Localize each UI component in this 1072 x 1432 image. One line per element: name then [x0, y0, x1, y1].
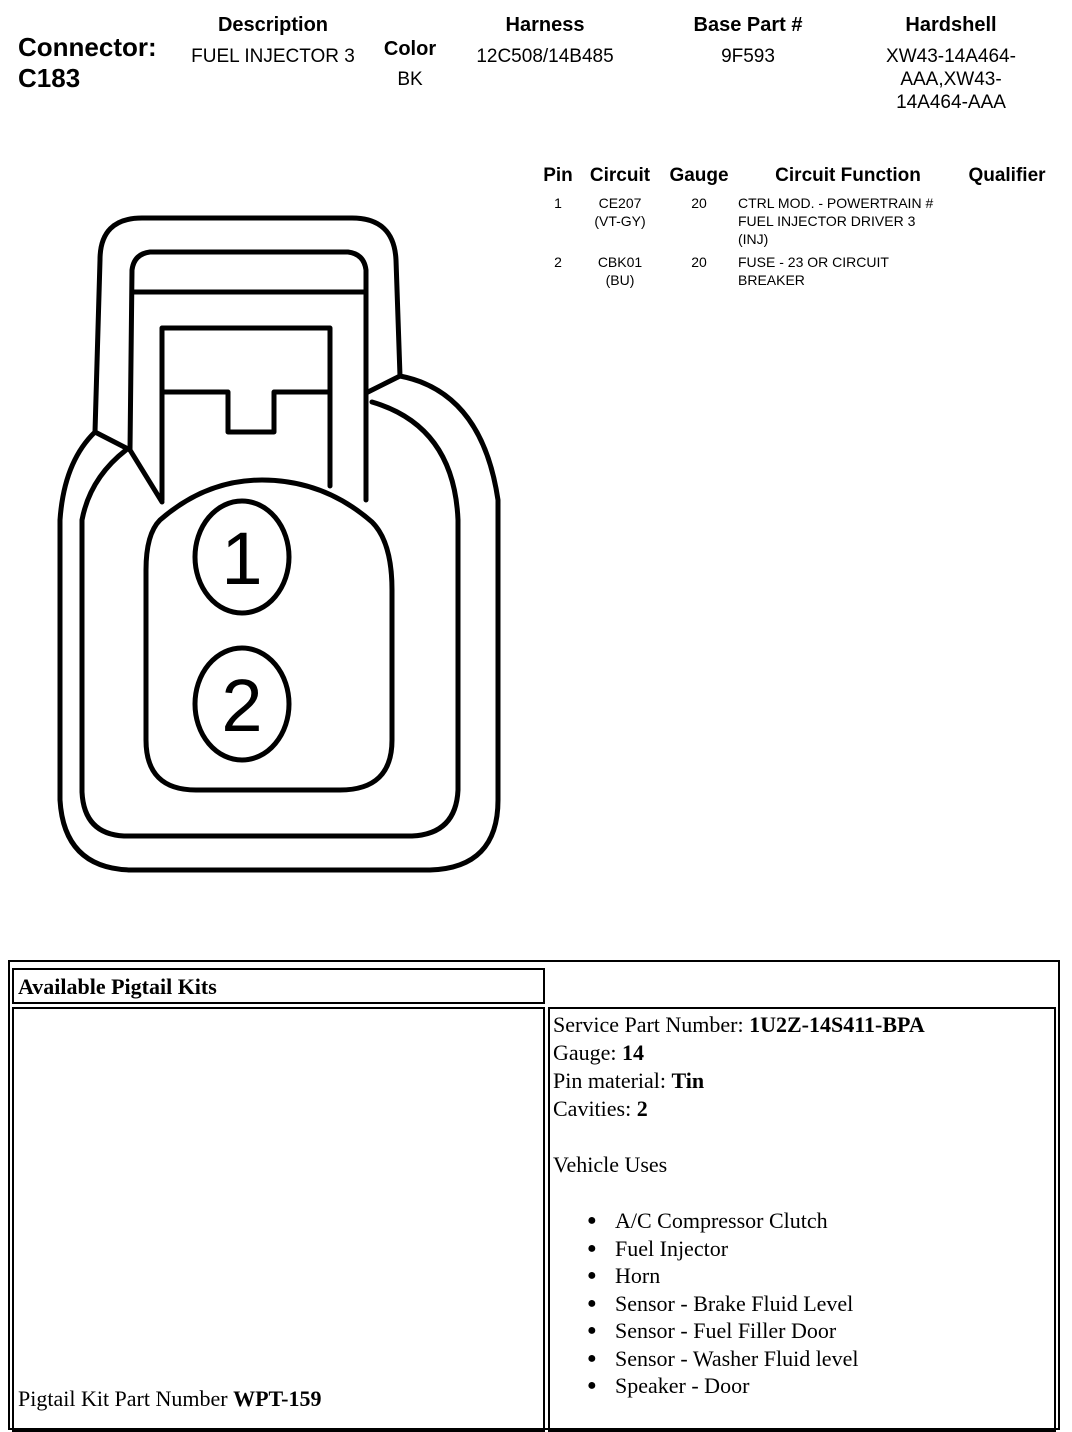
latch-key	[164, 392, 330, 432]
list-item: ● A/C Compressor Clutch	[587, 1207, 1048, 1235]
pin-cell: 2	[554, 254, 562, 270]
service-part-number	[553, 1011, 1048, 1039]
list-item: ● Sensor - Brake Fluid Level	[587, 1290, 1048, 1318]
gauge-value: 14	[622, 1040, 645, 1065]
pigtail-title-cell	[12, 968, 545, 1004]
list-item: ● Speaker - Door	[587, 1372, 1048, 1400]
base-part-value: 9F593	[721, 46, 775, 67]
pin-material-row	[553, 1067, 1048, 1095]
service-part-value: 1U2Z-14S411-BPA	[749, 1012, 925, 1037]
circuit-color: (BU)	[605, 272, 635, 288]
hardshell-value	[860, 45, 1042, 114]
circuit-function-cell	[738, 253, 968, 289]
color-label: Color	[383, 38, 437, 60]
gauge-row	[553, 1039, 1048, 1067]
list-item: ● Sensor - Washer Fluid level	[587, 1345, 1048, 1373]
list-item: ● Horn	[587, 1262, 1048, 1290]
description-label: Description	[217, 14, 329, 36]
circuit-cell	[582, 253, 658, 289]
vehicle-uses-list	[587, 1207, 1048, 1400]
kit-part-value: WPT-159	[233, 1386, 322, 1411]
hardshell-line: 14A464-AAA	[896, 92, 1006, 113]
description-value: FUEL INJECTOR 3	[191, 46, 355, 67]
list-item: ● Sensor - Fuel Filler Door	[587, 1317, 1048, 1345]
latch-line	[95, 432, 130, 450]
pin-2-label: 2	[221, 664, 263, 747]
cavities-row	[553, 1095, 1048, 1123]
hardshell-label: Hardshell	[905, 14, 997, 36]
function-line: (INJ)	[738, 231, 769, 247]
circuit-function-column-header: Circuit Function	[775, 165, 921, 186]
gauge-cell: 20	[691, 195, 707, 211]
latch-window	[162, 328, 330, 500]
connector-outer-shell	[60, 218, 498, 870]
circuit-code: CBK01	[597, 254, 643, 270]
function-line: BREAKER	[738, 272, 805, 288]
qualifier-column-header: Qualifier	[968, 165, 1046, 186]
circuit-function-cell	[738, 194, 968, 248]
hardshell-line: AAA,XW43-	[900, 69, 1002, 90]
color-value: BK	[397, 69, 423, 90]
function-line: FUEL INJECTOR DRIVER 3	[738, 213, 916, 229]
harness-value: 12C508/14B485	[476, 46, 614, 67]
latch-line	[368, 376, 400, 392]
gauge-column-header: Gauge	[669, 165, 729, 186]
pin-material-label: Pin material:	[553, 1068, 672, 1093]
connector-face-diagram	[0, 0, 540, 900]
connector-label-text: Connector:	[18, 32, 157, 62]
pin-cavity-body	[146, 480, 392, 790]
gauge-label: Gauge:	[553, 1040, 623, 1065]
cavities-value: 2	[636, 1096, 648, 1121]
pigtail-title: Available Pigtail Kits	[18, 974, 217, 999]
hardshell-line: XW43-14A464-	[886, 46, 1016, 67]
vehicle-uses-label: Vehicle Uses	[553, 1152, 668, 1177]
pin-material-value: Tin	[671, 1068, 705, 1093]
pigtail-kit-cell	[12, 1007, 545, 1432]
pin-cell: 1	[554, 195, 562, 211]
circuit-column-header: Circuit	[589, 165, 651, 186]
connector-id: C183	[18, 63, 81, 93]
pigtail-details	[553, 1011, 1048, 1400]
function-line: FUSE - 23 OR CIRCUIT	[738, 254, 889, 270]
harness-label: Harness	[505, 14, 585, 36]
function-line: CTRL MOD. - POWERTRAIN #	[738, 195, 934, 211]
kit-part-label: Pigtail Kit Part Number	[18, 1386, 234, 1411]
circuit-color: (VT-GY)	[594, 213, 646, 229]
circuit-cell	[582, 194, 658, 230]
pin-column-header: Pin	[543, 165, 573, 186]
list-item: ● Fuel Injector	[587, 1235, 1048, 1263]
pin-1-label: 1	[221, 517, 263, 600]
base-part-label: Base Part #	[693, 14, 803, 36]
circuit-code: CE207	[598, 195, 642, 211]
pigtail-details-cell	[548, 1007, 1056, 1432]
gauge-cell: 20	[691, 254, 707, 270]
pigtail-kit-part-number	[18, 1385, 322, 1413]
service-part-label: Service Part Number:	[553, 1012, 750, 1037]
cavities-label: Cavities:	[553, 1096, 637, 1121]
